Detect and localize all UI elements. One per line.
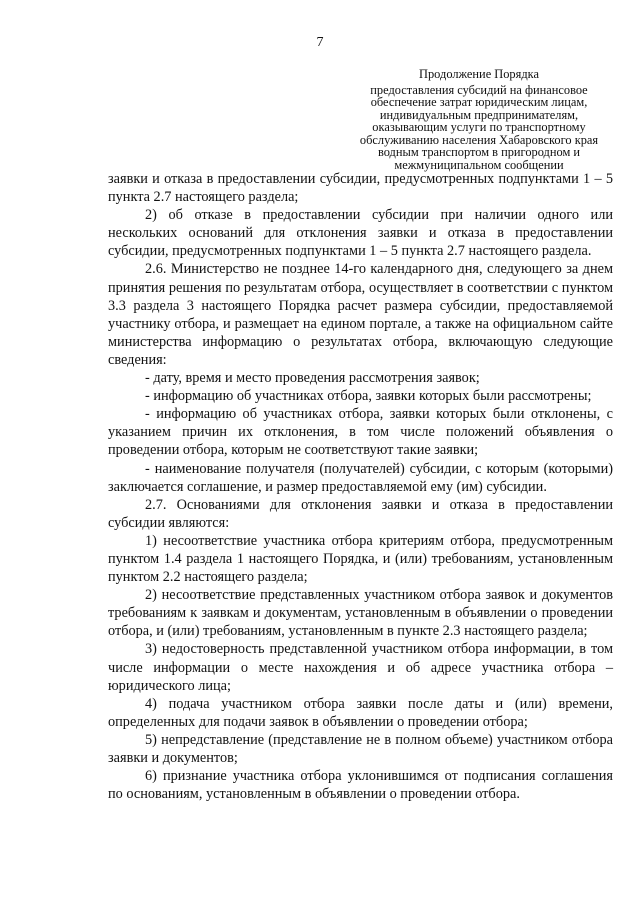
paragraph-section-2-6: 2.6. Министерство не позднее 14-го календарного дня, следующего за днем принятия решения по результатам отбора, осуществляет в соответствии с пунктом 3.3 раздела 3 настоящего Порядка расчет размера субсидии, предоставляемой участнику отбора, и размещает на едином портале, а также на официальном сайте министерства информацию о результатах отбора, включающую следующие сведения:	[108, 261, 613, 368]
header-line: водным транспортом в пригородном и	[377, 145, 581, 159]
list-item: 6) признание участника отбора уклонившимся от подписания соглашения по основаниям, установленным в объявлении о проведении отбора.	[108, 768, 613, 803]
list-item: 5) непредставление (представление не в полном объеме) участником отбора заявки и документов;	[108, 731, 613, 766]
list-item: - наименование получателя (получателей) субсидии, с которым (которыми) заключается соглашение, и размер предоставляемой ему (им) субсидии.	[108, 460, 613, 495]
document-body	[108, 170, 613, 803]
list-item: 2) несоответствие представленных участником отбора заявок и документов требованиям к заявкам и документам, установленным в объявлении о проведении отбора, и (или) требованиям, установленным в пункте 2.3 настоящего раздела;	[108, 587, 613, 640]
list-item: - информацию об участниках отбора, заявки которых были рассмотрены;	[145, 388, 592, 405]
list-item: 4) подача участником отбора заявки после даты и (или) времени, определенных для подачи заявок в объявлении о проведении отбора;	[108, 695, 613, 730]
page-number: 7	[316, 35, 324, 50]
header-line: предоставления субсидий на финансовое	[370, 82, 588, 97]
paragraph-continuation: заявки и отказа в предоставлении субсидии, предусмотренных подпунктами 1 – 5 пункта 2.7 настоящего раздела;	[108, 171, 613, 206]
header-line: межмуниципальном сообщении	[394, 157, 564, 172]
header-line: индивидуальным предпринимателям,	[379, 107, 579, 122]
list-item: 3) недостоверность представленной участником отбора информации, в том числе информации о месте нахождения и об адресе участника отбора – юридического лица;	[108, 641, 613, 694]
list-item: 1) несоответствие участника отбора критериям отбора, предусмотренным пунктом 1.4 раздела 1 настоящего Порядка, и (или) требованиям, установленным пунктом 2.2 настоящего раздела;	[108, 532, 613, 586]
paragraph: 2) об отказе в предоставлении субсидии при наличии одного или нескольких оснований для отклонения заявки и отказа в предоставлении субсидии, предусмотренных подпунктами 1 – 5 пункта 2.7 настоящего раздела.	[108, 207, 613, 260]
header-line: обслуживанию населения Хабаровского края	[359, 132, 599, 147]
list-item: - дату, время и место проведения рассмотрения заявок;	[145, 370, 480, 387]
paragraph-section-2-7: 2.7. Основаниями для отклонения заявки и отказа в предоставлении субсидии являются:	[108, 496, 613, 531]
document-header	[352, 68, 606, 171]
header-title: Продолжение Порядка	[419, 67, 539, 81]
list-item: - информацию об участниках отбора, заявки которых были отклонены, с указанием причин их отклонения, в том числе положений объявления о проведении отбора, которым не соответствуют такие заявки;	[108, 406, 613, 459]
header-line: обеспечение затрат юридическим лицам,	[370, 95, 588, 109]
header-line: оказывающим услуги по транспортному	[372, 120, 586, 134]
